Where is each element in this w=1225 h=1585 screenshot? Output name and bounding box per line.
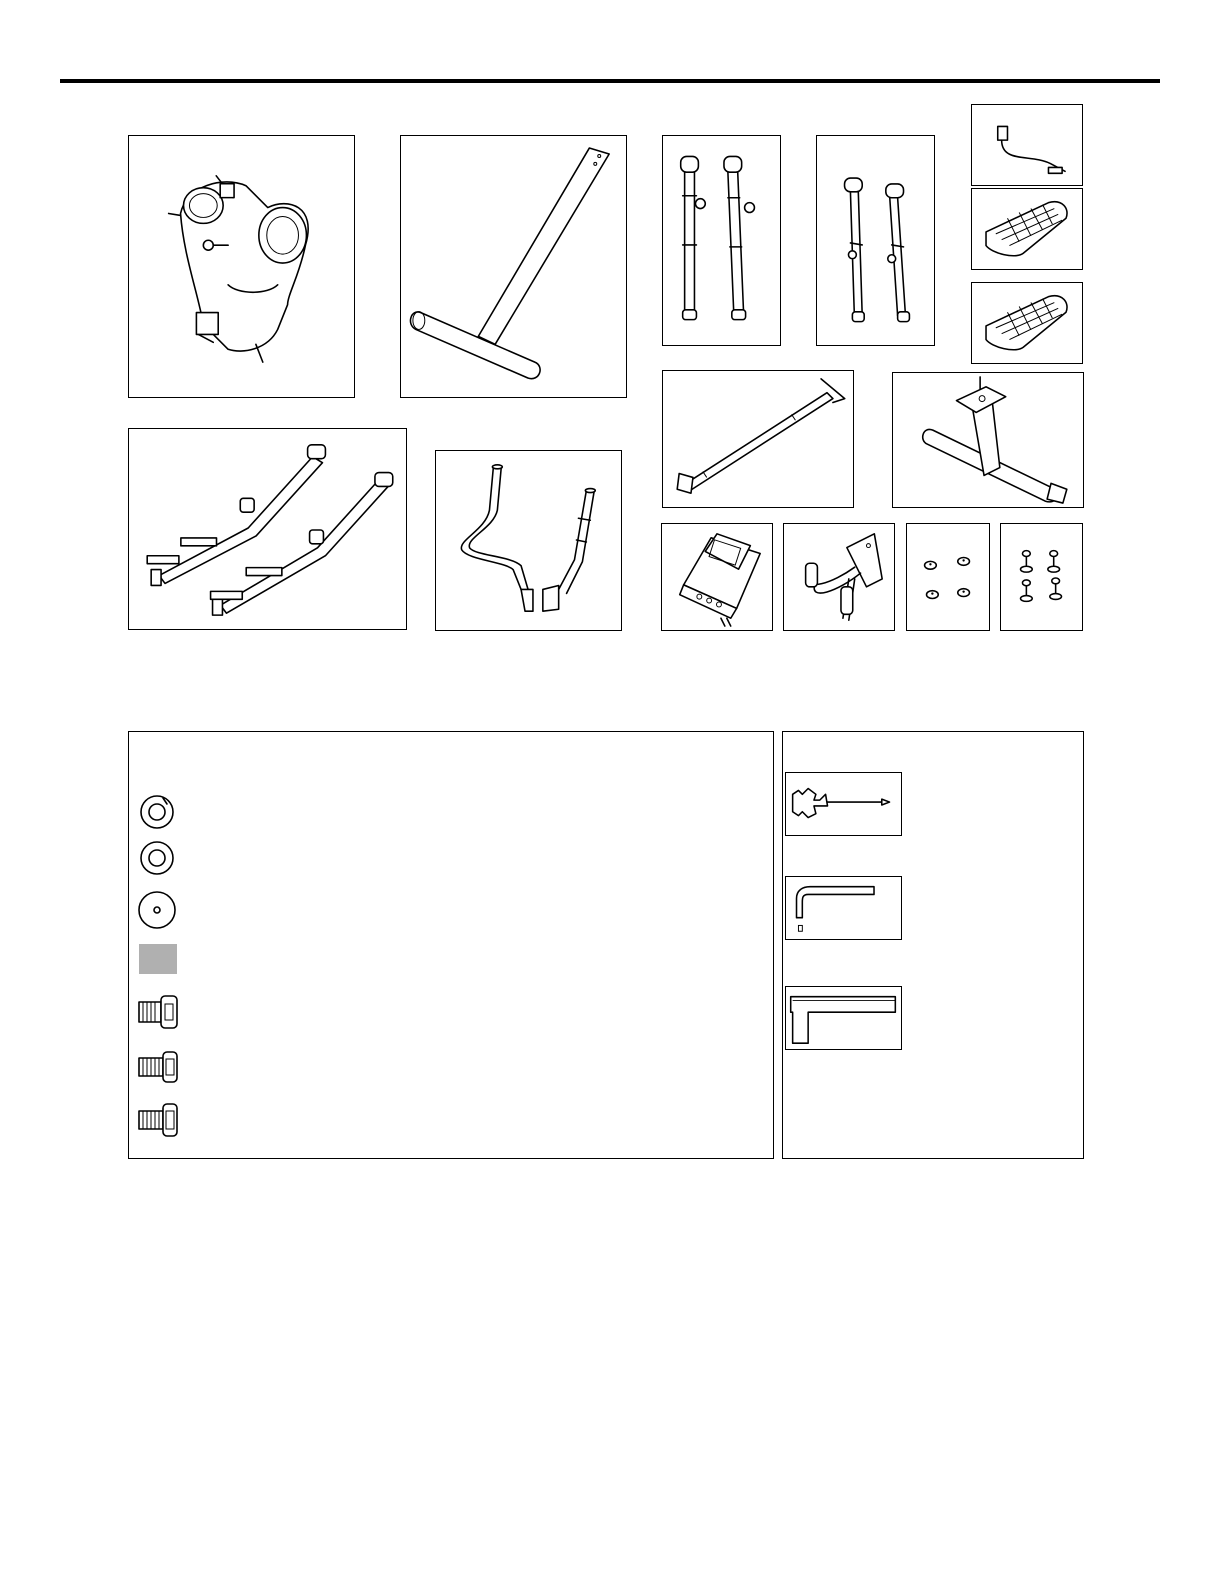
front-rail-icon — [663, 371, 853, 507]
part-rear-stabilizer — [400, 135, 627, 398]
hex-key-small-icon — [786, 877, 901, 939]
power-adapter-icon — [972, 105, 1082, 185]
main-frame-icon — [129, 136, 354, 397]
front-stabilizer-icon — [893, 373, 1083, 507]
tool-item — [785, 772, 902, 836]
header-rule — [60, 79, 1160, 83]
hardware-row — [129, 990, 773, 1034]
split-washer-icon — [133, 790, 181, 834]
part-pedal-right — [971, 282, 1083, 364]
lower-handlebars-icon — [817, 136, 934, 345]
tools-box — [782, 731, 1084, 1159]
hardware-box — [128, 731, 774, 1159]
part-front-stabilizer — [892, 372, 1084, 508]
part-console — [661, 523, 773, 631]
console-mast-icon — [784, 524, 894, 630]
medium-bolt-icon — [133, 1044, 181, 1088]
tool-item — [785, 876, 902, 940]
spacer-icon — [133, 938, 181, 982]
part-end-caps — [906, 523, 990, 631]
part-pedal-arms — [128, 428, 407, 630]
upper-handlebars-icon — [663, 136, 780, 345]
pedal-icon — [972, 283, 1082, 363]
part-main-frame — [128, 135, 355, 398]
part-upper-handlebars — [662, 135, 781, 346]
hex-key-large-icon — [786, 987, 901, 1049]
pedal-icon — [972, 189, 1082, 269]
tool-item — [785, 986, 902, 1050]
rear-stabilizer-icon — [401, 136, 626, 397]
end-caps-icon — [907, 524, 989, 630]
hardware-row — [129, 836, 773, 880]
long-bolt-icon — [133, 1098, 181, 1142]
leveling-feet-icon — [1001, 524, 1082, 630]
hardware-row — [129, 790, 773, 834]
combo-wrench-icon — [786, 773, 901, 835]
large-washer-icon — [133, 888, 181, 932]
part-lower-handlebars — [816, 135, 935, 346]
console-icon — [662, 524, 772, 630]
part-console-mast — [783, 523, 895, 631]
part-front-rail — [662, 370, 854, 508]
part-fixed-handlebars — [435, 450, 622, 631]
part-power-adapter — [971, 104, 1083, 186]
hardware-row — [129, 1044, 773, 1088]
hardware-row — [129, 1098, 773, 1142]
part-leveling-feet — [1000, 523, 1083, 631]
fixed-handlebars-icon — [436, 451, 621, 630]
hardware-row — [129, 888, 773, 932]
flat-washer-icon — [133, 836, 181, 880]
hardware-row — [129, 938, 773, 982]
short-bolt-icon — [133, 990, 181, 1034]
part-pedal-left — [971, 188, 1083, 270]
pedal-arms-icon — [129, 429, 406, 629]
